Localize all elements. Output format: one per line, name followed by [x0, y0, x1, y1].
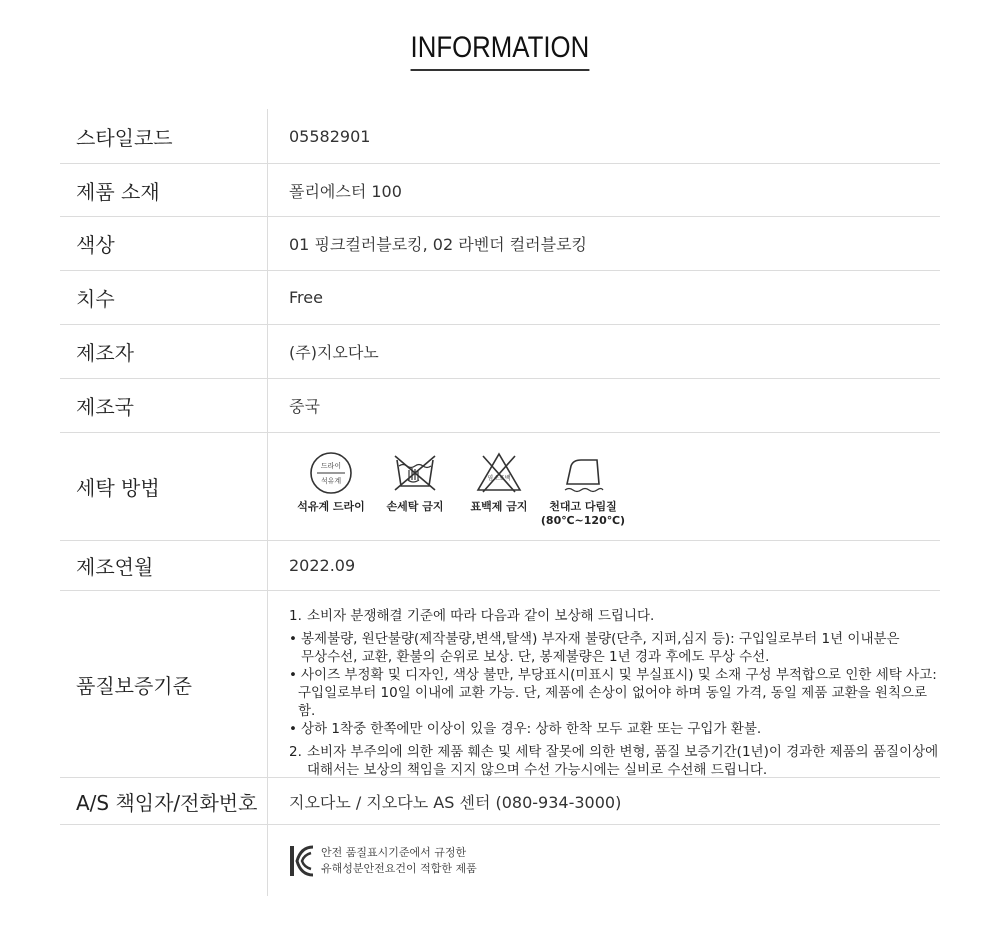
date-label: 제조연월 — [60, 541, 268, 590]
wash-caption-hand: 손세탁 금지 — [386, 499, 444, 513]
row-maker — [60, 325, 940, 379]
wash-icon-list — [289, 446, 625, 528]
maker-label: 제조자 — [60, 325, 268, 378]
style-code-value: 05582901 — [289, 126, 371, 146]
warranty-bullet-3 — [289, 720, 940, 738]
size-label: 치수 — [60, 271, 268, 324]
color-label: 색상 — [60, 217, 268, 270]
wash-label: 세탁 방법 — [60, 433, 268, 540]
warranty-bullet-2-text: 사이즈 부정확 및 디자인, 색상 불만, 부당표시(미표시 및 부실표시) 및 소재 구성 부적합으로 인한 세탁 사고: — [301, 667, 937, 683]
warranty-line-1-text: 소비자 분쟁해결 기준에 따라 다음과 같이 보상해 드립니다. — [307, 608, 655, 624]
wash-icons — [289, 433, 940, 540]
bullet-3: • — [289, 721, 297, 737]
maker-value: (주)지오다노 — [289, 343, 379, 362]
iron-caption-line1: 천대고 다림질 — [549, 499, 617, 513]
style-code-label: 스타일코드 — [60, 109, 268, 163]
wash-item-bleach — [457, 450, 541, 514]
no-hand-wash-icon — [391, 450, 439, 496]
wash-caption-iron — [541, 500, 625, 528]
warranty-bullet-1-cont: 무상수선, 교환, 환불의 순위로 보상. 단, 봉제불량은 1년 경과 후에도 무상 수선. — [301, 649, 770, 665]
material-label: 제품 소재 — [60, 164, 268, 216]
warranty-line-1 — [289, 607, 940, 625]
page-title — [0, 28, 1000, 71]
bullet-1: • — [289, 631, 297, 647]
wash-item-iron — [541, 450, 625, 528]
warranty-value — [289, 591, 940, 777]
kc-cert — [289, 825, 940, 896]
row-wash — [60, 433, 940, 541]
info-table — [60, 109, 940, 896]
dry-clean-icon — [308, 450, 354, 496]
warranty-line-2 — [289, 743, 940, 761]
row-kc — [60, 825, 940, 896]
date-value: 2022.09 — [289, 556, 356, 575]
iron-icon — [559, 450, 607, 496]
wash-item-dry — [289, 450, 373, 514]
kc-mark-icon — [289, 843, 317, 879]
kc-mark-text: KC — [289, 842, 291, 844]
row-as — [60, 778, 940, 825]
warranty-label: 품질보증기준 — [60, 591, 268, 777]
material-value: 폴리에스터 100 — [289, 181, 402, 201]
warranty-bullet-2-cont: 구입일로부터 10일 이내에 교환 가능. 단, 제품에 손상이 없어야 하며 동일 가격, 동일 제품 교환을 원칙으로 함. — [298, 685, 928, 719]
warranty-num-1: 1. — [289, 608, 302, 624]
row-country — [60, 379, 940, 433]
kc-text-line2: 유해성분안전요건이 적합한 제품 — [321, 861, 477, 875]
bullet-2: • — [289, 667, 297, 683]
row-style-code — [60, 109, 940, 164]
warranty-text — [289, 607, 940, 779]
wash-caption-dry: 석유계 드라이 — [297, 499, 365, 513]
wash-item-hand — [373, 450, 457, 514]
dry-clean-inner-bottom: 석유계 — [320, 476, 342, 485]
page-title-text: INFORMATION — [411, 28, 590, 71]
kc-text — [321, 845, 477, 877]
warranty-line-2-text: 소비자 부주의에 의한 제품 훼손 및 세탁 잘못에 의한 변형, 품질 보증기간(1년)이 경과한 제품의 품질이상에 — [307, 744, 939, 760]
kc-label-cell — [60, 825, 268, 896]
warranty-bullet-2 — [289, 666, 940, 684]
row-color — [60, 217, 940, 271]
country-label: 제조국 — [60, 379, 268, 432]
warranty-num-2: 2. — [289, 744, 302, 760]
row-warranty — [60, 591, 940, 778]
kc-text-line1: 안전 품질표시기준에서 규정한 — [321, 845, 467, 859]
country-value: 중국 — [289, 397, 320, 416]
no-bleach-icon — [475, 450, 523, 496]
no-bleach-inner: 염소표백 — [487, 474, 511, 482]
kc-block — [289, 843, 477, 879]
size-value: Free — [289, 288, 323, 307]
wash-caption-bleach: 표백제 금지 — [470, 499, 528, 513]
warranty-bullet-3-text: 상하 1착중 한쪽에만 이상이 있을 경우: 상하 한착 모두 교환 또는 구입가 환불. — [301, 721, 762, 737]
row-material — [60, 164, 940, 217]
warranty-line-2-cont: 대해서는 보상의 책임을 지지 않으며 수선 가능시에는 실비로 수선해 드립니다. — [307, 762, 768, 778]
row-size — [60, 271, 940, 325]
warranty-bullet-1-text: 봉제불량, 원단불량(제작불량,변색,탈색) 부자재 불량(단추, 지퍼,심지 등): 구입일로부터 1년 이내분은 — [301, 631, 900, 647]
as-value: 지오다노 / 지오다노 AS 센터 (080-934-3000) — [289, 792, 622, 812]
row-date — [60, 541, 940, 591]
color-value: 01 핑크컬러블로킹, 02 라벤더 컬러블로킹 — [289, 235, 587, 254]
warranty-bullet-1 — [289, 630, 940, 648]
as-label: A/S 책임자/전화번호 — [60, 778, 268, 824]
dry-clean-inner-top: 드라이 — [320, 461, 342, 470]
iron-caption-line2: (80℃~120℃) — [540, 513, 626, 527]
